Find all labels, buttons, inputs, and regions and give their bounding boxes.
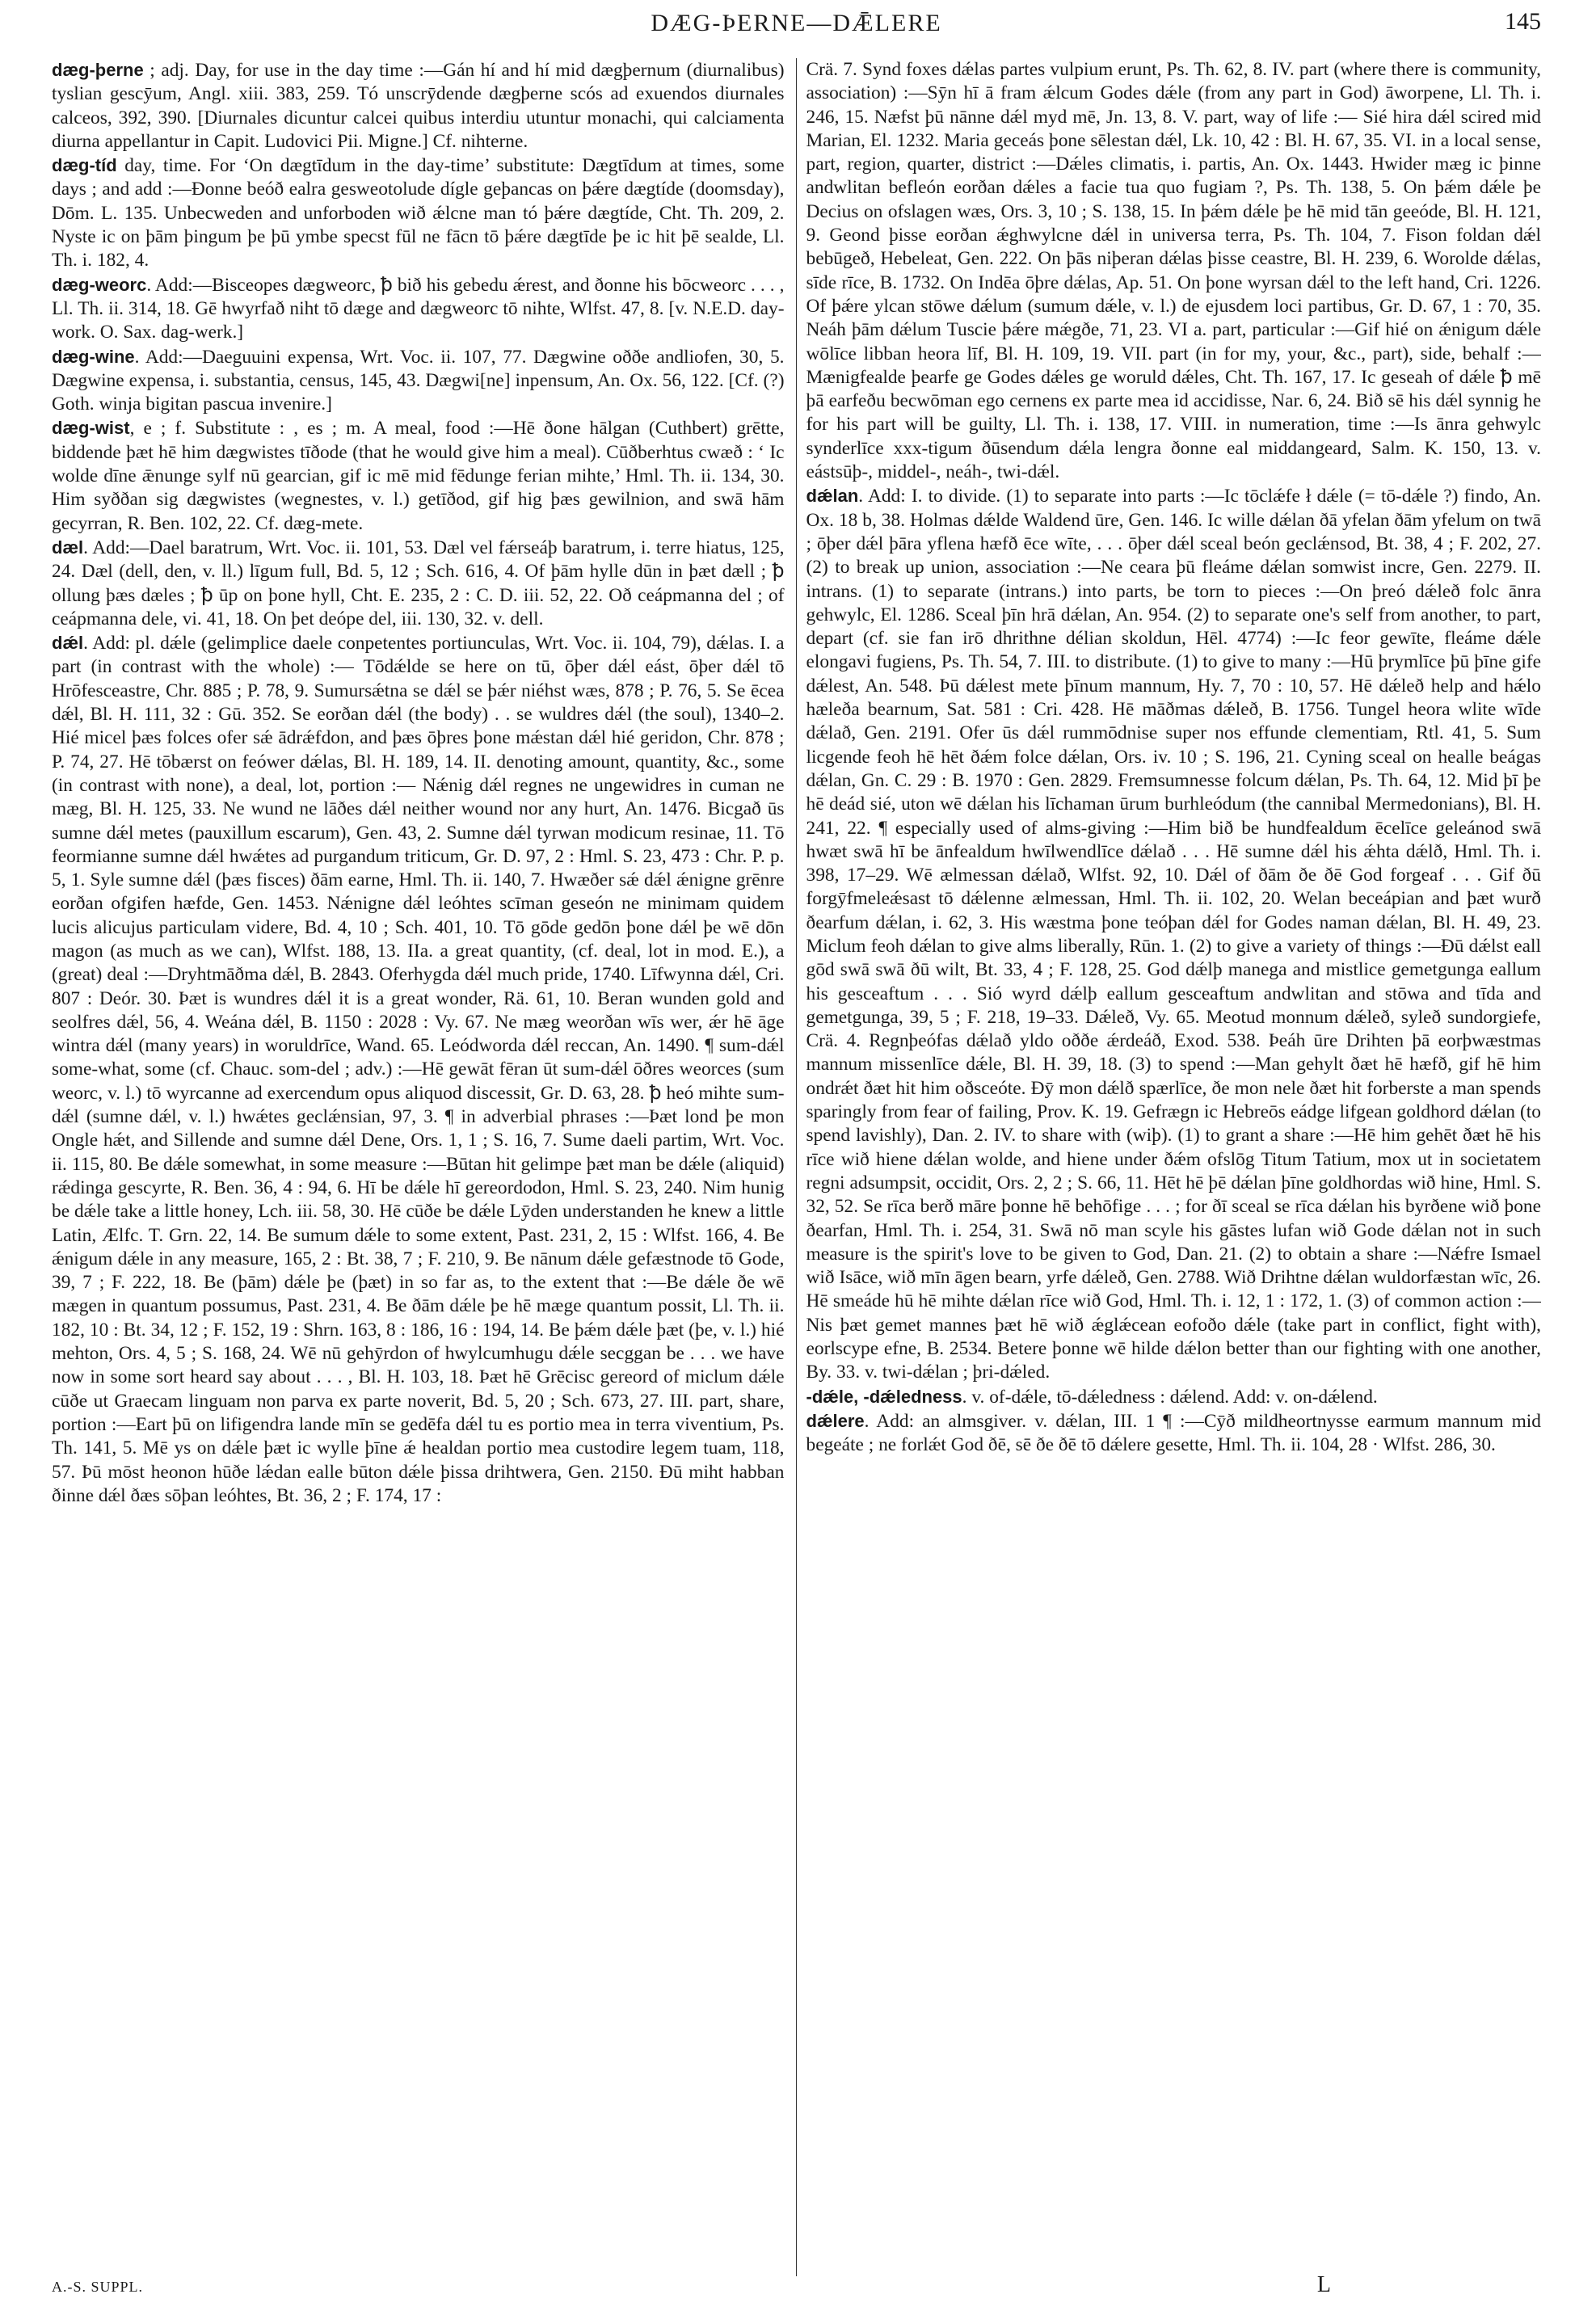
entry-headword: dæg-weorc — [52, 274, 147, 295]
entry-headword: dæg-wine — [52, 346, 135, 367]
entry-headword: dæg-wist — [52, 418, 130, 439]
entry-headword: -dǽle, -dǽledness — [806, 1386, 962, 1407]
entry-dael-continued: Crä. 7. Synd foxes dǽlas partes vulpium erunt, Ps. Th. 62, 8. IV. part (where there is community, association) :—Sȳn hī ā fram ǽlcum Godes dǽle (from any part in God) āworpene, Ll. Th. i. 246, 15. Næfst þū nānne dǽl myd mē, Jn. 13, 8. V. part, way of life :— Sié hira dǽl scired mid Marian, El. 1232. Maria geceás þone sēlestan dǽl, Lk. 10, 42 : Bl. H. 67, 35. VI. in a local sense, part, region, quarter, district :—Dǽles climatis, i. partis, An. Ox. 1443. Hwider mæg ic þinne andwlitan befleón eorðan dǽles a facie tua quo fugiam ?, Ps. Th. 138, 5. On þǽm dǽle þe Decius on ofslagen wæs, Ors. 3, 10 ; S. 138, 15. In þǽm dǽle þe hē mid tān geeóde, Bl. H. 121, 9. Geond þisse eorðan ǽghwylcne dǽl in universa terra, Ps. Th. 104, 7. Fison foldan dǽl bebūgeð, Hebeleat, Gen. 222. On þās niþeran dǽlas þisse ceastre, Bl. H. 239, 6. Worolde dǽlas, sīde rīce, B. 1732. On Indēa ōþre dǽlas, Ap. 51. On þone wyrsan dǽl to the left hand, Cri. 1226. Of þǽre ylcan stōwe dǽlum (sumum dǽle, v. l.) de ejusdem loci partibus, Gr. D. 67, 1 : 70, 35. Neáh þām dǽlum Tuscie þǽre mǽgðe, 71, 23. VI a. part, particular :—Gif hié on ǽnigum dǽle wōlīce libban heora līf, Bl. H. 109, 19. VII. part (in for my, your, &c., part), side, behalf :—Mænigfealde þearfe ge Godes dǽles ge woruld dǽles, Cht. Th. 167, 17. Ic geseah of dǽle ꝥ mē þā earfeðu becwōman ego cernens ex parte mea id accidisse, Nar. 6, 24. Bið sē his dǽl synnig he for his part will be guilty, Ll. Th. i. 138, 17. VIII. in numeration, time :—Is ānra gehwylc synderlīce xxx-tigum ðūsendum dǽla lengra ðonne eal middangeard, Salm. K. 150, 13. v. eástsūþ-, middel-, neáh-, twi-dǽl. — [806, 59, 1541, 483]
entry-daelere: dǽlere. Add: an almsgiver. v. dǽlan, III. 1 ¶ :—Cȳð mildheortnysse earmum mannum mid begeáte ; ne forlǽt God ðē, sē ðe ðē tō dǽlere gesette, Hml. Th. ii. 104, 28 · Wlfst. 286, 30. — [806, 1410, 1541, 1456]
entry-headword: dæl — [52, 537, 84, 558]
entry-daeg-weorc: dæg-weorc. Add:—Bisceopes dægweorc, ꝥ bið his gebedu ǽrest, and ðonne his bōcweorc . . . , Ll. Th. ii. 314, 18. Gē hwyrfað niht tō dæge and dægweorc tō nihte, Wlfst. 47, 8. [v. N.E.D. day-work. O. Sax. dag-werk.] — [52, 274, 785, 343]
entry-headword: dæg-þerne — [52, 60, 144, 80]
entry-headword: dǽlere — [806, 1410, 865, 1431]
entry-headword: dǽlan — [806, 486, 859, 507]
left-column — [52, 58, 797, 2276]
entry-daeg-tid: dæg-tíd day, time. For ‘On dægtīdum in the day-time’ substitute: Dægtīdum at times, some days ; and add :—Ðonne beóð ealra gesweotolude dígle geþancas on þǽre dægtíde (doomsday), Dōm. L. 135. Unbecweden and unforboden wið ǽlcne man tó þǽre dægtíde, Cht. Th. 209, 2. Nyste ic on þām þingum þe þū ymbe specst fūl ne fācn tō þǽre dægtīde þe ic hit þē sealde, Ll. Th. i. 182, 4. — [52, 155, 785, 272]
page-title: DÆG-ÞERNE—DǢLERE — [651, 10, 942, 36]
signature-mark: A.-S. SUPPL. — [52, 2279, 144, 2295]
entry-daele: -dǽle, -dǽledness. v. of-dǽle, tō-dǽledness : dǽlend. Add: v. on-dǽlend. — [806, 1386, 1378, 1408]
text-columns — [52, 58, 1541, 2276]
entry-daelan: dǽlan. Add: I. to divide. (1) to separate into parts :—Ic tōclǽfe ł dǽle (= tō-dǽle ?) findo, An. Ox. 18 b, 38. Holmas dǽlde Waldend ūre, Gen. 146. Ic wille dǽlan ðā yfelan ðām yfelum on twā ; ōþer dǽl þāra yflena hæfð ēce wīte, . . . ōþer dǽl sceal beón geclǽnsod, Bt. 38, 4 ; F. 202, 27. (2) to break up union, association :—Ne ceara þū fleáme dǽlan somwist incre, Gen. 2279. II. intrans. (1) to separate (intrans.) into parts, be torn to pieces :—On þreó dǽleð folc ānra gehwylc, El. 1286. Sceal þīn hrā dǽlan, An. 954. (2) to separate one's self from another, to part, depart (cf. sie fan irō dhrithne délian skoldun, Hēl. 4774) :—Ic feor gewīte, fleáme dǽle elongavi fugiens, Ps. Th. 54, 7. III. to distribute. (1) to give to many :—Hū þrymlīce þū þīne gife dǽlest, An. 548. Þū dǽlest mete þīnum mannum, Hy. 7, 70 : 10, 57. Hē dǽleð help and hǽlo hæleða bearnum, Sat. 581 : Cri. 428. Hē māðmas dǽleð, B. 1756. Tungel heora wlite wīde dǽlað, Gen. 2191. Ofer ūs dǽl rummōdnise super nos effunde clementiam, Rtl. 41, 5. Sum licgende feoh hē hēt ðǽm folce dǽlan, Ors. iv. 10 ; S. 196, 21. Cyning sceal on healle beágas dǽlan, Gn. C. 29 : B. 1970 : Gen. 2829. Fremsumnesse folcum dǽlan, Ps. Th. 64, 12. Mid þī þe hē deád sié, uton wē dǽlan his līchaman ūrum burhleódum (the cannibal Mermedonians), Bl. H. 241, 22. ¶ especially used of alms-giving :—Him bið be hundfealdum ēcelīce geleánod swā hwæt swā hī be ānfealdum hwīlwendlīce dǽlað . . . Hē sumne dǽl his ǽhta dǽlð, Hml. Th. i. 398, 17–29. Wē ælmessan dǽlað, Wlfst. 92, 10. Dǽl of ðām ðe ðē God forgeaf . . . Gif ðū forgȳfmeleǽsast tō dǽlenne ælmessan, Hml. Th. ii. 102, 20. Welan beceápian and þæt wurð ðearfum dǽlan, i. 62, 3. His wæstma þone teóþan dǽl for Godes naman dǽlan, Bl. H. 49, 23. Miclum feoh dǽlan to give alms liberally, Rūn. 1. (2) to give a variety of things :—Ðū dǽlst eall gōd swā swā ðū wilt, Bt. 33, 4 ; F. 128, 25. God dǽlþ manega and mistlice gemetgunga eallum his gesceaftum . . . Sió wyrd dǽlþ eallum gesceaftum andwlitan and stōwa and tīda and gemetgunga, 39, 5 ; F. 218, 19–33. Dǽleð, Vy. 65. Meotud monnum dǽleð, syleð sundorgiefe, Crä. 4. Regnþeófas dǽlað yldo oððe ǽrdeáð, Exod. 538. Þeáh ūre Drihten þā eorþwæstmas mannum missenlīce dǽle, Bl. H. 39, 18. (3) to spend :—Man gehylt ðæt hē hæfð, gif hē him ondrǽt ðæt hit him oðsceóte. Ðȳ mon dǽlð spærlīce, ðe mon nele ðæt hit forberste a man spends sparingly from fear of failing, Prov. K. 19. Gefrægn ic Hebreōs eádge lifgean goldhord dǽlan (to spend lavishly), Dan. 2. IV. to share with (wiþ). (1) to grant a share :—Hē him gehēt ðæt hē his rīce wið hiene dǽlan wolde, and hiene under ðǽm ofslōg Titum Tatium, mox ut in societatem regni adsumpsit, occidit, Ors. 2, 2 ; S. 66, 11. Hēt hē þē dǽlan þīne goldhordas wið hine, Hml. S. 32, 52. Se rīca berð māre þonne hē behōfige . . . ; for ðī sceal se rīca dǽlan his byrðene wið þone ðearfan, Hml. Th. i. 254, 31. Swā nō man scyle his gāstes lufan wið Gode dǽlan not in such measure is the spirit's love to be given to God, Dan. 21. (2) to obtain a share :—Nǽfre Ismael wið Isāce, wið mīn āgen bearn, yrfe dǽleð, Gen. 2788. Wið Drihtne dǽlan wuldorfæstan wīc, 26. Hē smeáde hū hē mihte dǽlan rīce wið God, Hml. Th. i. 12, 1 : 172, 1. (3) of common action :—Nis þæt gemet mannes þæt hē wið ǽglǽcean eofoðo dǽle (take part in conflict, fight with), eorlscype efne, B. 2534. Betere þonne wē hilde dǽlon better than our fighting with one another, By. 33. v. twi-dǽlan ; þri-dǽled. — [806, 486, 1541, 1383]
entry-headword: dǽl — [52, 633, 84, 654]
entry-headword: dæg-tíd — [52, 155, 117, 176]
right-column — [797, 58, 1542, 2276]
entry-daeg-therne: dæg-þerne ; adj. Day, for use in the day time :—Gán hí and hí mid dægþernum (diurnalibus) tyslian gescȳum, Angl. xiii. 383, 259. Tó unscrȳdende dægþerne scós ad exuendos diurnales calceos, 392, 390. [Diurnales dicuntur calcei quibus interdiu utuntur monachi, qui calciamenta diurna appellantur in Capit. Ludovici Pii. Migne.] Cf. nihterne. — [52, 60, 785, 152]
running-head — [52, 0, 1541, 55]
entry-dael-valley: dæl. Add:—Dael baratrum, Wrt. Voc. ii. 101, 53. Dæl vel fǽrseáþ baratrum, i. terre hiatus, 125, 24. Dæl (dell, den, v. ll.) līgum full, Bd. 5, 12 ; Sch. 616, 4. Of þām hylle dūn in þæt dæll ; ꝥ ollung þæs dæles ; ꝥ ūp on þone hyll, Cht. E. 235, 2 : C. D. iii. 52, 22. Oð ceápmanna del ; of ceápmanna dele, vi. 41, 18. On þet deópe del, iii. 130, 32. v. dell. — [52, 537, 785, 629]
page-footer — [52, 2272, 1541, 2305]
gathering-letter: L — [1316, 2272, 1331, 2297]
entry-dael-part: dǽl. Add: pl. dǽle (gelimplice daele conpetentes portiunculas, Wrt. Voc. ii. 104, 79), dǽlas. I. a part (in contrast with the whole) :— Tōdǽlde se here on tū, ōþer dǽl eást, ōþer dǽl tō Hrōfesceastre, Chr. 885 ; P. 78, 9. Sumursǽtna se dǽl se þǽr niéhst wæs, 878 ; P. 76, 5. Se ēcea dǽl, Bl. H. 111, 32 : Gū. 352. Se eorðan dǽl (the body) . . se wuldres dǽl (the soul), 1340–2. Hié micel þæs folces ofer sǽ ādrǽfdon, and þæs ōþres þone mǽstan dǽl hié geridon, Chr. 878 ; P. 74, 27. Hē tōbærst on feówer dǽlas, Bl. H. 189, 14. II. denoting amount, quantity, &c., some (in contrast with none), a deal, lot, portion :— Nǽnig dǽl regnes ne ungewidres in cuman ne mæg, Bl. H. 125, 33. Ne wund ne lāðes dǽl neither wound nor any hurt, An. 1476. Bicgað ūs sumne dǽl metes (pauxillum escarum), Gen. 43, 2. Sumne dǽl tyrwan modicum resinae, 11. Tō feormianne sumne dǽl hwǽtes ad purgandum triticum, Gr. D. 97, 2 : Hml. S. 23, 473 : Chr. P. p. 5, 1. Syle sumne dǽl (þæs fisces) ðām earne, Hml. Th. ii. 140, 7. Hwæðer sǽ dǽl ǽnigne grēnre eorðan ofgifen hæfde, Gen. 1453. Nǽnigne dǽl leóhtes scīman geseón ne minimam quidem lucis alicujus particulam videre, Bd. 4, 10 ; Sch. 401, 10. Tō gōde gedōn þone dǽl þe wē dōn magon (as much as we can), Wlfst. 188, 13. IIa. a great quantity, (cf. deal, lot in mod. E.), a (great) deal :—Dryhtmāðma dǽl, B. 2843. Oferhygda dǽl much pride, 1740. Līfwynna dǽl, Cri. 807 : Deór. 30. Þæt is wundres dǽl it is a great wonder, Rä. 61, 10. Beran wunden gold and seolfres dǽl, 56, 4. Weána dǽl, B. 1150 : 2028 : Vy. 67. Ne mæg weorðan wīs wer, ǽr hē āge wintra dǽl (many years) in woruldrīce, Wand. 65. Leódworda dǽl reccan, An. 1490. ¶ sum-dǽl some-what, some (cf. Chauc. som-del ; adv.) :—Hē gewāt fēran ūt sum-dǽl ōðres weorces (sum weorc, v. l.) tō wyrcanne ad exercendum opus aliquod discessit, Gr. D. 63, 28. ꝥ heó mihte sum-dǽl (sumne dǽl, v. l.) hwǽtes geclǽnsian, 97, 3. ¶ in adverbial phrases :—Þæt lond þe mon Ongle hǽt, and Sillende and sumne dǽl Dene, Ors. 1, 1 ; S. 16, 7. Sume daeli partim, Wrt. Voc. ii. 115, 80. Be dǽle somewhat, in some measure :—Būtan hit gelimpe þæt man be dǽle (aliquid) rǽdinga gescyrte, R. Ben. 36, 4 : 94, 6. Hī be dǽle hī gereordodon, Hml. S. 23, 240. Nim hunig be dǽle take a little honey, Lch. iii. 58, 30. Hē cūðe be dǽle Lȳden understanden he knew a little Latin, Ælfc. T. Grn. 22, 14. Be sumum dǽle to some extent, Past. 231, 2, 15 : Wlfst. 166, 4. Be ǽnigum dǽle in any measure, 165, 2 : Bt. 38, 7 ; F. 210, 9. Be nānum dǽle gefæstnode tō Gode, 39, 7 ; F. 222, 18. Be (þām) dǽle þe (þæt) in so far as, to the extent that :—Be dǽle ðe wē mægen in quantum possumus, Past. 231, 4. Be ðām dǽle þe hē mæge quantum possit, Ll. Th. ii. 182, 10 : Bt. 34, 12 ; F. 152, 19 : Shrn. 163, 8 : 186, 16 : 194, 14. Be þǽm dǽle þæt (þe, v. l.) hié mehton, Ors. 4, 5 ; S. 168, 24. Wē nū gehȳrdon of hwylcumhugu dǽle secggan be . . . we have now in some sort heard say about . . . , Bl. H. 103, 18. Þæt hē Grēcisc gereord of miclum dǽle cūðe ut Graecam linguam non parva ex parte noverit, Bd. 5, 20 ; Sch. 673, 27. III. part, share, portion :—Eart þū on lifigendra lande mīn se gedēfa dǽl tu es portio mea in terra viventium, Ps. Th. 141, 5. Mē ys on dǽle þæt ic wylle þīne ǽ healdan portio mea custodire legem tuam, 118, 57. Þū mōst heonon hūðe lǽdan ealle būton dǽle þissa drihtwera, Gen. 2150. Ðū miht habban ðinne dǽl ðæs sōþan leóhtes, Bt. 36, 2 ; F. 174, 17 : — [52, 633, 785, 1506]
entry-daeg-wine: dæg-wine. Add:—Daeguuini expensa, Wrt. Voc. ii. 107, 77. Dægwine oððe andliofen, 30, 5. Dægwine expensa, i. substantia, census, 145, 43. Dægwi[ne] inpensum, An. Ox. 56, 122. [Cf. (?) Goth. winja bigitan pascua invenire.] — [52, 346, 785, 415]
page-number: 145 — [1505, 8, 1541, 35]
entry-daeg-wist: dæg-wist, e ; f. Substitute : , es ; m. A meal, food :—Hē ðone hālgan (Cuthbert) grētte, biddende þæt hē him dægwistes tīðode (that he would give him a meal). Cūðberhtus cwæð : ‘ Ic wolde dīne ǣnunge sylf nū gearcian, gif ic mē mid fēdunge ferian mihte,’ Hml. Th. ii. 134, 30. Him syððan sig dægwistes (wegnestes, v. l.) getīðod, gif hig þæs gewilnion, and swā hām gecyrran, R. Ben. 102, 22. Cf. dæg-mete. — [52, 418, 785, 534]
